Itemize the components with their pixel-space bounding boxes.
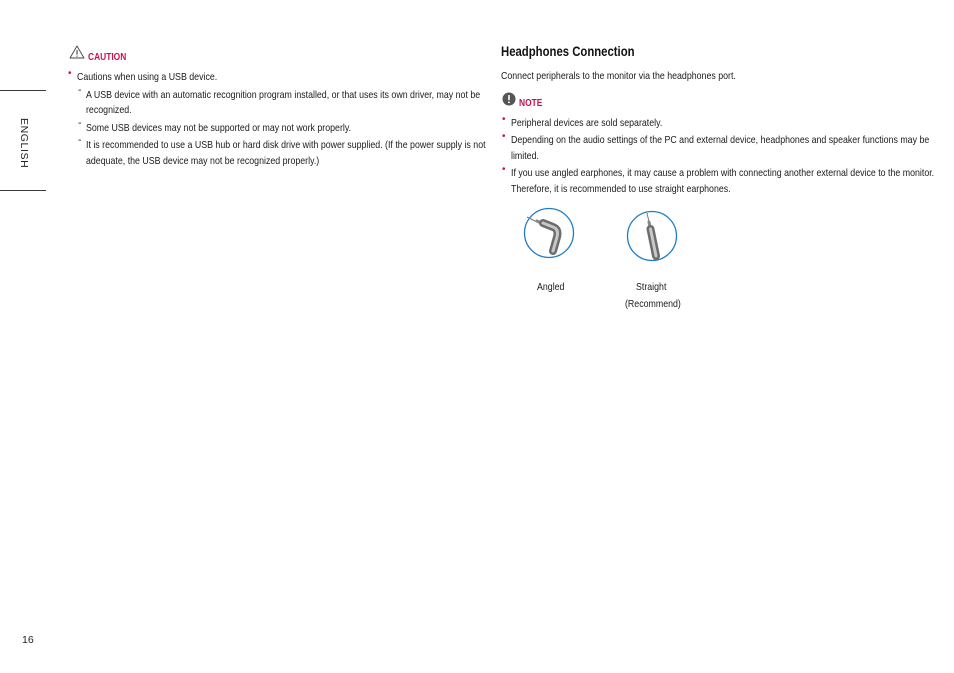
- caution-item: A USB device with an automatic recognition program installed, or that uses its own driver, may not be: [86, 89, 481, 101]
- note-item: Peripheral devices are sold separately.: [511, 117, 663, 129]
- tab-rule-top: [0, 90, 46, 91]
- tab-rule-bottom: [0, 190, 46, 191]
- page-number: 16: [22, 634, 34, 646]
- caution-icon: [69, 45, 85, 59]
- dash-marker: -: [78, 84, 82, 96]
- section-title: Headphones Connection: [501, 44, 635, 59]
- dash-marker: -: [78, 117, 82, 129]
- caution-bullet-text: Cautions when using a USB device.: [77, 71, 218, 83]
- caution-item-cont: adequate, the USB device may not be recognized properly.): [86, 155, 320, 167]
- note-item: Depending on the audio settings of the PC and external device, headphones and speaker functions may be: [511, 134, 930, 146]
- caution-label: CAUTION: [88, 52, 127, 63]
- note-bullet-marker: •: [502, 164, 506, 175]
- note-bullet-marker: •: [502, 131, 506, 142]
- caution-bullet-marker: •: [68, 68, 72, 79]
- note-icon: [502, 92, 516, 106]
- figure-label-straight: Straight: [636, 281, 667, 293]
- dash-marker: -: [78, 134, 82, 146]
- straight-plug-icon: [626, 210, 678, 262]
- figure-label-angled: Angled: [537, 281, 565, 293]
- caution-item: Some USB devices may not be supported or may not work properly.: [86, 122, 352, 134]
- note-item: If you use angled earphones, it may cause a problem with connecting another external device to the monitor.: [511, 167, 935, 179]
- language-label: ENGLISH: [18, 118, 30, 169]
- caution-item: It is recommended to use a USB hub or hard disk drive with power supplied. (If the power supply is not: [86, 139, 486, 151]
- angled-plug-icon: [523, 207, 575, 259]
- section-intro: Connect peripherals to the monitor via the headphones port.: [501, 70, 736, 82]
- note-bullet-marker: •: [502, 114, 506, 125]
- note-item-cont: limited.: [511, 150, 539, 162]
- note-item-cont: Therefore, it is recommended to use straight earphones.: [511, 183, 731, 195]
- caution-item-cont: recognized.: [86, 104, 132, 116]
- note-label: NOTE: [519, 98, 543, 109]
- figure-sublabel-straight: (Recommend): [625, 298, 681, 310]
